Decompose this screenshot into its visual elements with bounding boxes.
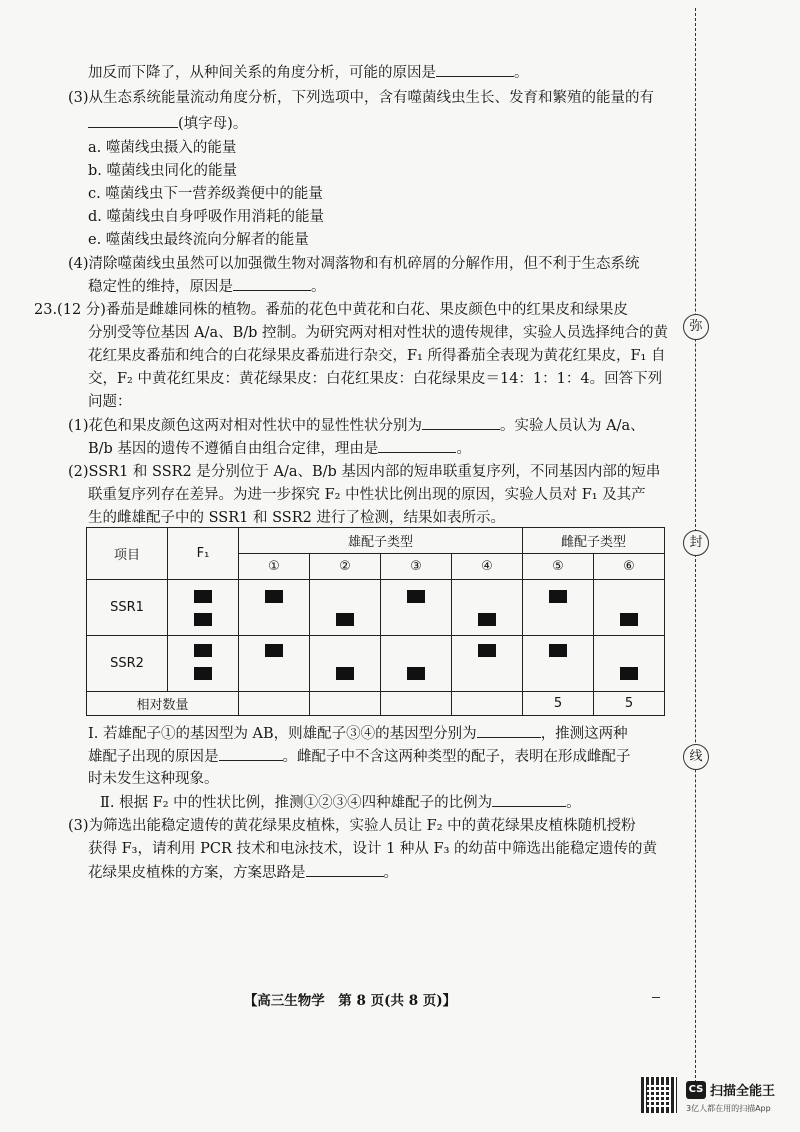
ssr1-g5 xyxy=(523,580,594,636)
q22-4-stem: (4)清除噬菌线虫虽然可以加强微生物对凋落物和有机碎屑的分解作用，但不利于生态系统 xyxy=(68,256,640,272)
ssr2-g3 xyxy=(381,636,452,692)
q22-line-1: 加反而下降了，从种间关系的角度分析，可能的原因是 。 xyxy=(88,62,529,83)
q23-1-line-2: B/b 基因的遗传不遵循自由组合定律，理由是 。 xyxy=(88,438,471,459)
q23-3-line-1: (3)为筛选出能稳定遗传的黄花绿果皮植株，实验人员让 F₂ 中的黄花绿果皮植株随机授粉 xyxy=(68,818,636,834)
binding-char-mi: 弥 xyxy=(683,314,709,340)
ssr2-g4 xyxy=(452,636,523,692)
gamete-5: ⑤ xyxy=(523,554,594,580)
scanner-app-slogan: 3亿人都在用的扫描App xyxy=(686,1104,771,1113)
ssr1-g4 xyxy=(452,580,523,636)
binding-char-xian: 线 xyxy=(683,744,709,770)
q23-3-line-2: 获得 F₃，请利用 PCR 技术和电泳技术，设计 1 种从 F₃ 的幼苗中筛选出能稳定遗传的黄 xyxy=(88,841,658,857)
ssr-gel-table xyxy=(86,527,665,716)
count-g4 xyxy=(452,692,523,716)
q22-3-stem: (3)从生态系统能量流动角度分析，下列选项中，含有噬菌线虫生长、发育和繁殖的能量的有 xyxy=(68,90,655,106)
row-count-label: 相对数量 xyxy=(87,692,239,716)
gamete-1: ① xyxy=(239,554,310,580)
header-male-gametes: 雄配子类型 xyxy=(239,528,523,554)
q23-2-line-1: (2)SSR1 和 SSR2 是分别位于 A/a、B/b 基因内部的短串联重复序列，不同基因内部的短串 xyxy=(68,464,661,480)
footer-dash xyxy=(652,997,660,998)
ssr1-g6 xyxy=(594,580,665,636)
ssr1-g1 xyxy=(239,580,310,636)
q22-3-stem-2: (填字母)。 xyxy=(88,113,247,134)
q23-2-i-line-3: 时未发生这种现象。 xyxy=(88,771,219,787)
option-b: b. 噬菌线虫同化的能量 xyxy=(88,163,237,179)
count-g1 xyxy=(239,692,310,716)
gamete-6: ⑥ xyxy=(594,554,665,580)
q23-3-line-3: 花绿果皮植株的方案，方案思路是 。 xyxy=(88,862,398,883)
gamete-3: ③ xyxy=(381,554,452,580)
q23-2-line-3: 生的雌雄配子中的 SSR1 和 SSR2 进行了检测，结果如表所示。 xyxy=(88,510,505,526)
q23-stem-5: 问题： xyxy=(88,394,132,410)
q23-2-i-line-2: 雄配子出现的原因是 。雌配子中不含这两种类型的配子，表明在形成雌配子 xyxy=(88,746,631,767)
qr-code-icon xyxy=(641,1077,677,1113)
ssr1-f1 xyxy=(168,580,239,636)
gamete-4: ④ xyxy=(452,554,523,580)
option-c: c. 噬菌线虫下一营养级粪便中的能量 xyxy=(88,186,323,202)
q23-2-ii-line: Ⅱ. 根据 F₂ 中的性状比例，推测①②③④四种雄配子的比例为 。 xyxy=(100,792,581,813)
row-ssr1-label: SSR1 xyxy=(87,580,168,636)
ssr2-g6 xyxy=(594,636,665,692)
row-ssr2-label: SSR2 xyxy=(87,636,168,692)
option-e: e. 噬菌线虫最终流向分解者的能量 xyxy=(88,232,309,248)
ssr1-g2 xyxy=(310,580,381,636)
gamete-2: ② xyxy=(310,554,381,580)
camscanner-logo-icon: CS xyxy=(686,1081,706,1099)
q22-4-stem-2: 稳定性的维持，原因是 。 xyxy=(88,276,326,297)
count-g6: 5 xyxy=(594,692,665,716)
count-g2 xyxy=(310,692,381,716)
q23-2-line-2: 联重复序列存在差异。为进一步探究 F₂ 中性状比例出现的原因，实验人员对 F₁ 及其产 xyxy=(88,487,646,503)
scanner-app-name: 扫描全能王 xyxy=(710,1084,776,1099)
q23-stem-1: 23.(12 分)番茄是雌雄同株的植物。番茄的花色中黄花和白花、果皮颜色中的红果皮和绿果皮 xyxy=(34,302,628,318)
page-footer: 【高三生物学 第 8 页(共 8 页)】 xyxy=(243,993,457,1009)
q23-stem-4: 交，F₂ 中黄花红果皮：黄花绿果皮：白花红果皮：白花绿果皮＝14：1：1：4。回答下列 xyxy=(88,371,663,387)
ssr1-g3 xyxy=(381,580,452,636)
q23-stem-3: 花红果皮番茄和纯合的白花绿果皮番茄进行杂交，F₁ 所得番茄全表现为黄花红果皮，F₁ 自 xyxy=(88,348,666,364)
count-g5: 5 xyxy=(523,692,594,716)
q23-1-line-1: (1)花色和果皮颜色这两对相对性状中的显性性状分别为 。实验人员认为 A/a、 xyxy=(68,415,645,436)
ssr2-g5 xyxy=(523,636,594,692)
ssr2-f1 xyxy=(168,636,239,692)
q23-2-i-line-1: Ⅰ. 若雄配子①的基因型为 AB，则雄配子③④的基因型分别为 ，推测这两种 xyxy=(88,723,628,744)
option-a: a. 噬菌线虫摄入的能量 xyxy=(88,140,237,156)
count-g3 xyxy=(381,692,452,716)
ssr2-g2 xyxy=(310,636,381,692)
header-item: 项目 xyxy=(87,528,168,580)
q23-stem-2: 分别受等位基因 A/a、B/b 控制。为研究两对相对性状的遗传规律，实验人员选择纯合的黄 xyxy=(88,325,669,341)
ssr2-g1 xyxy=(239,636,310,692)
option-d: d. 噬菌线虫自身呼吸作用消耗的能量 xyxy=(88,209,324,225)
binding-char-feng: 封 xyxy=(683,530,709,556)
header-f1: F₁ xyxy=(168,528,239,580)
header-female-gametes: 雌配子类型 xyxy=(523,528,665,554)
